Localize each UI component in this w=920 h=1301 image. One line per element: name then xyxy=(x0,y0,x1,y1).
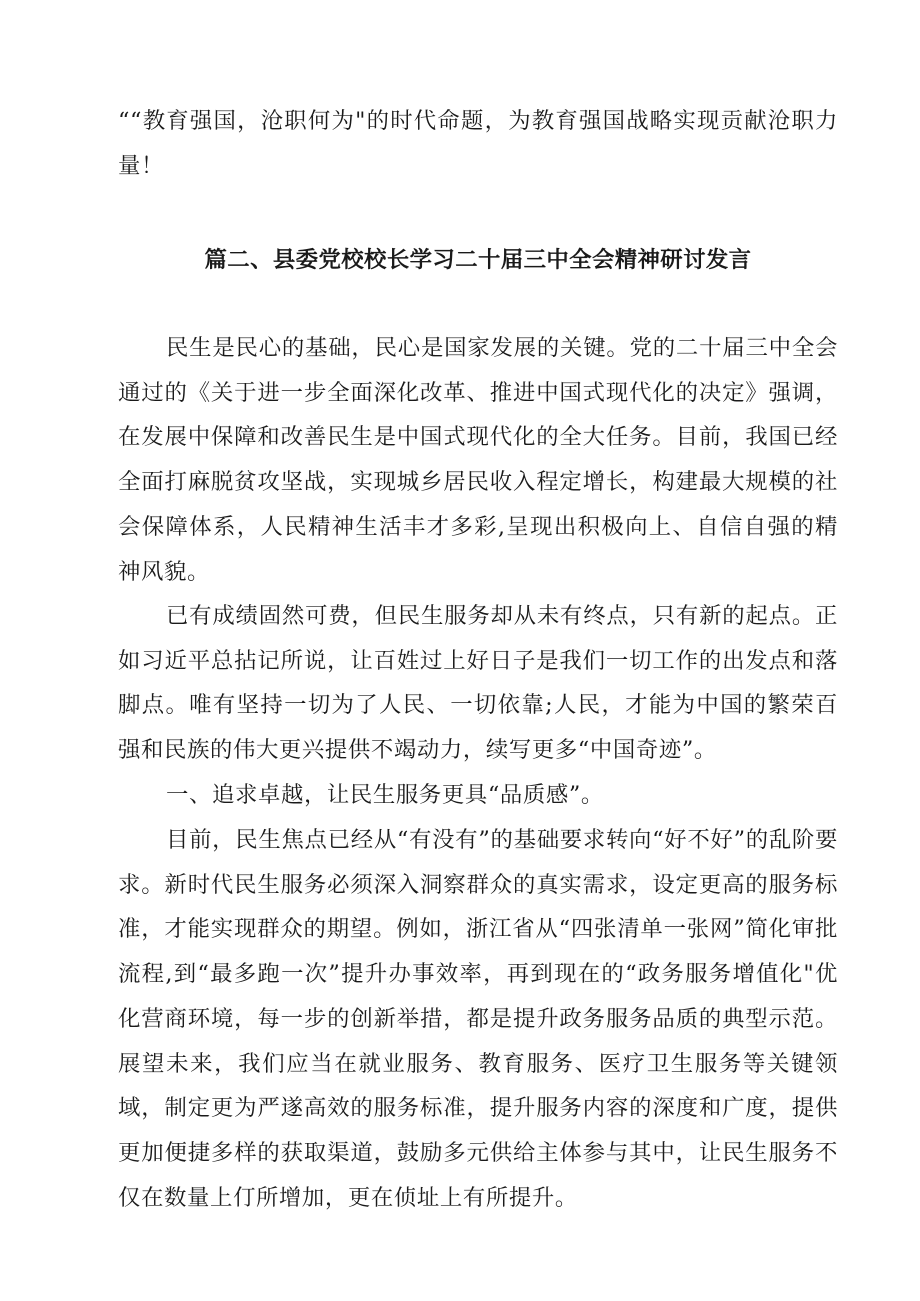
body-paragraph-2: 已有成绩固然可费，但民生服务却从未有终点，只有新的起点。正如习近平总拈记所说，让百姓过上好日子是我们一切工作的出发点和落脚点。唯有坚持一切为了人民、一切依靠;人民，才能为中国的繁荣百强和民族的伟大更兴提供不竭动力，续写更多“中国奇迹”。 xyxy=(118,603,838,764)
lead-paragraph: ““教育强国，沧职何为"的时代命题，为教育强国战略实现贡献沧职力量！ xyxy=(118,108,838,179)
body-paragraph-1: 民生是民心的基础，民心是国家发展的关键。党的二十届三中全会通过的《关于进一步全面深化改革、推进中国式现代化的决定》强调，在发展中保障和改善民生是中国式现代化的全大任务。目前，我国已经全面打麻脱贫攻坚战，实现城乡居民收入程定增长，构建最大规模的社会保障体系，人民精神生活丰才多彩,呈现出积极向上、自信自强的精神风貌。 xyxy=(118,335,838,585)
body-paragraph-3: 目前，民生焦点已经从“有没有”的基础要求转向“好不好”的乱阶要求。新时代民生服务必须深入洞察群众的真实需求，设定更高的服务标准，才能实现群众的期望。例如，浙江省从“四张清单一张网”简化审批流程,到“最多跑一次”提升办事效率，再到现在的“政务服务增值化"优化营商环境，每一步的创新举措，都是提升政务服务品质的典型示范。展望未来，我们应当在就业服务、教育服务、医疗卫生服务等关键领域，制定更为严遂高效的服务标准，提升服务内容的深度和广度，提供更加便捷多样的获取渠道，鼓励多元供给主体参与其中，让民生服务不仅在数量上仃所增加，更在侦址上有所提升。 xyxy=(118,827,838,1211)
section-heading: 篇二、县委党校校长学习二十届三中全会精神研讨发言 xyxy=(204,247,752,273)
subheading-paragraph: 一、追求卓越，让民生服务更具“品质感”。 xyxy=(166,782,604,808)
